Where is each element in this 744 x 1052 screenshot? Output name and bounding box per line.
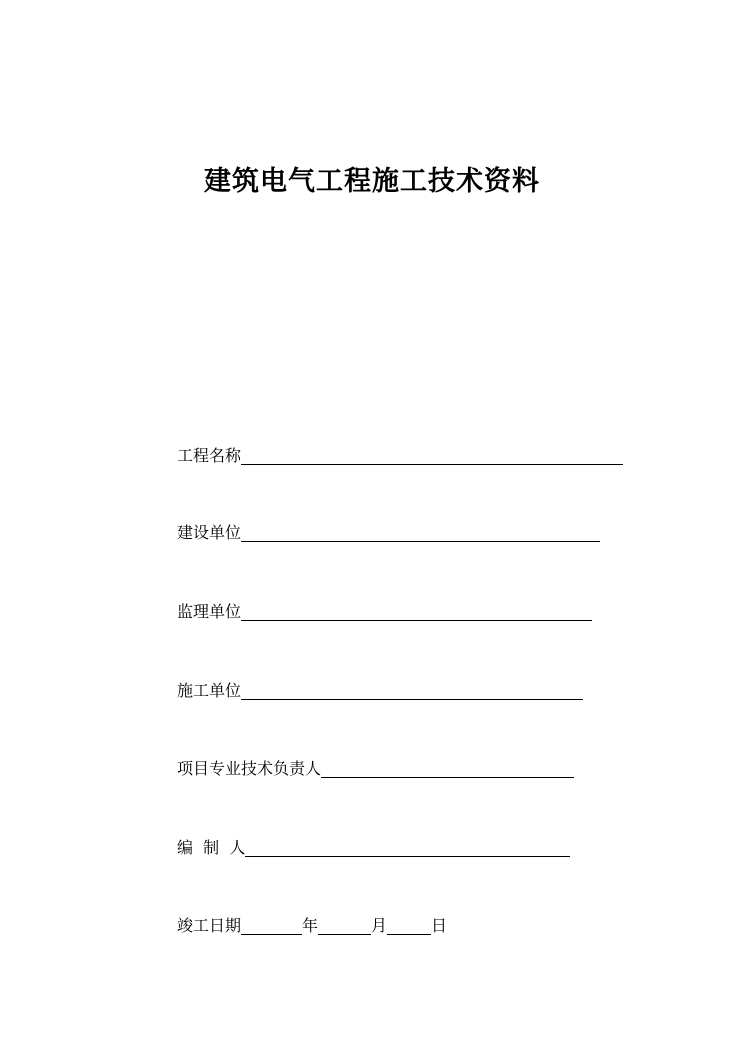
builder-label: 建设单位 — [177, 523, 242, 542]
tech-lead-row — [177, 753, 574, 779]
day-label: 日 — [431, 916, 448, 935]
supervisor-label: 监理单位 — [177, 602, 242, 621]
tech-lead-blank[interactable] — [321, 759, 574, 778]
contractor-blank[interactable] — [241, 681, 583, 700]
project-name-label: 工程名称 — [177, 446, 242, 465]
compiler-label: 编 制 人 — [177, 838, 246, 857]
year-blank[interactable] — [241, 916, 302, 935]
year-label: 年 — [302, 916, 319, 935]
supervisor-blank[interactable] — [241, 602, 592, 621]
compiler-blank[interactable] — [245, 838, 570, 857]
page-title: 建筑电气工程施工技术资料 — [204, 166, 540, 197]
contractor-row — [177, 675, 583, 701]
contractor-label: 施工单位 — [177, 681, 242, 700]
completion-date-label: 竣工日期 — [177, 916, 242, 935]
completion-date-row — [177, 910, 447, 936]
month-blank[interactable] — [318, 916, 371, 935]
tech-lead-label: 项目专业技术负责人 — [177, 759, 322, 778]
day-blank[interactable] — [387, 916, 431, 935]
project-name-blank[interactable] — [241, 446, 623, 465]
project-name-row — [177, 440, 623, 466]
supervisor-row — [177, 596, 592, 622]
month-label: 月 — [371, 916, 388, 935]
builder-blank[interactable] — [241, 523, 600, 542]
compiler-row — [177, 832, 570, 858]
builder-row — [177, 517, 600, 543]
